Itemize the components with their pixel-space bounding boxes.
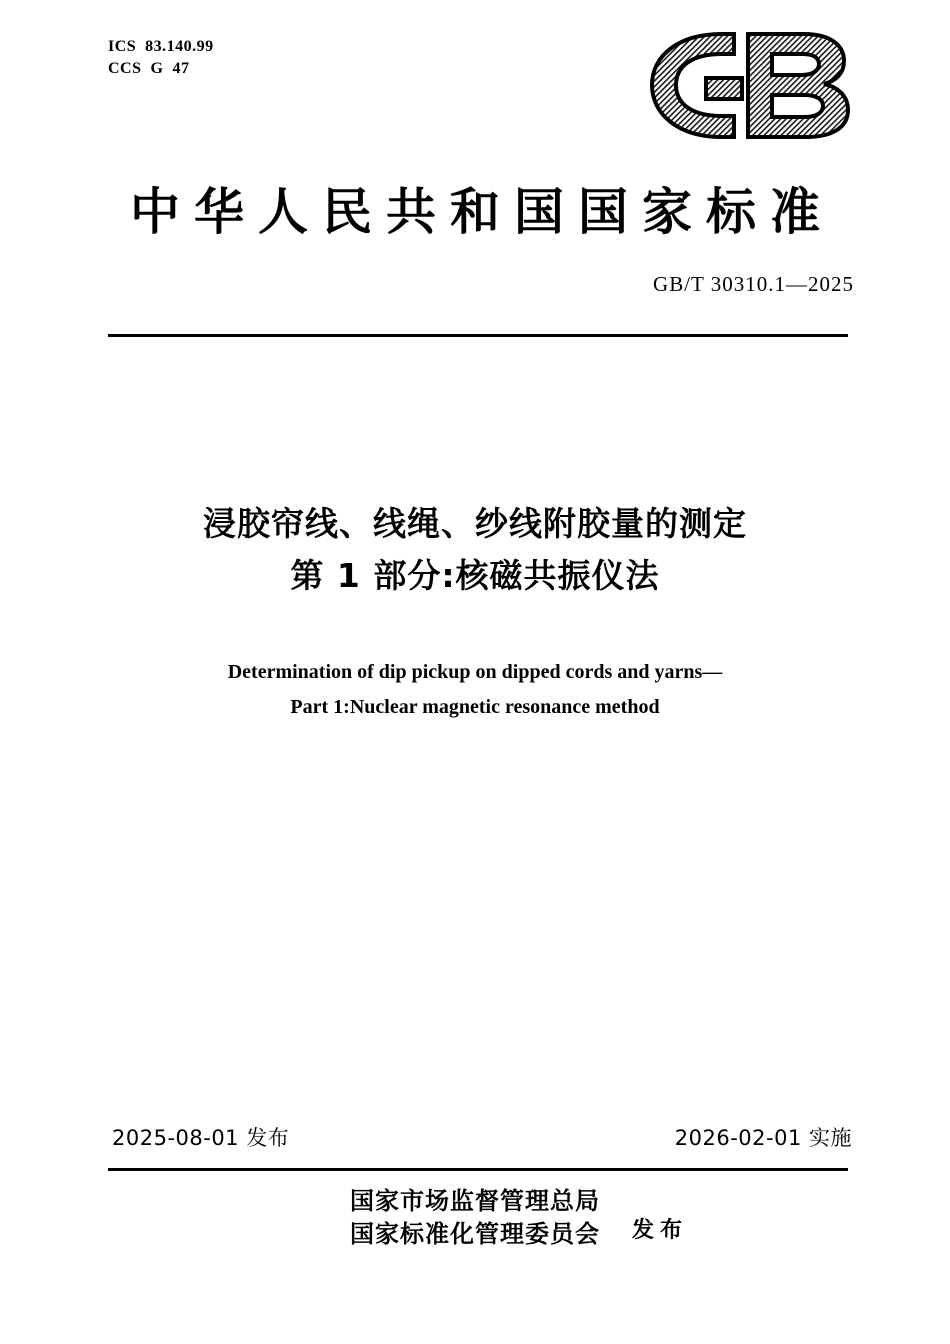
- page-title: 中华人民共和国国家标准: [130, 183, 834, 241]
- document-title-en-line2: Part 1:Nuclear magnetic resonance method: [290, 696, 660, 718]
- divider-bottom: [108, 1168, 848, 1171]
- document-title-en: [0, 655, 950, 725]
- document-title-en-line1: Determination of dip pickup on dipped cords and yarns—: [227, 661, 723, 683]
- document-title-zh: [0, 498, 950, 602]
- ics-ccs-block: [108, 36, 214, 80]
- implementation-date: 2026-02-01 实施: [674, 1126, 852, 1150]
- issuer-names: [350, 1185, 688, 1251]
- release-date: 2025-08-01 发布: [112, 1126, 290, 1150]
- document-title-zh-line2: 第 1 部分:核磁共振仪法: [290, 556, 660, 595]
- issuer-line-2: 国家标准化管理委员会: [350, 1220, 600, 1248]
- issuer-line-1: 国家市场监督管理总局: [350, 1187, 600, 1215]
- issuer-block: [0, 1185, 950, 1251]
- standard-number: GB/T 30310.1—2025: [653, 272, 854, 296]
- document-title-zh-line1: 浸胶帘线、线绳、纱线附胶量的测定: [203, 504, 747, 543]
- divider-top: [108, 334, 848, 337]
- publish-label: 发布: [631, 1218, 688, 1243]
- gb-logo-icon: [644, 28, 854, 143]
- ccs-code: CCS G 47: [108, 60, 190, 77]
- ics-code: ICS 83.140.99: [108, 38, 214, 55]
